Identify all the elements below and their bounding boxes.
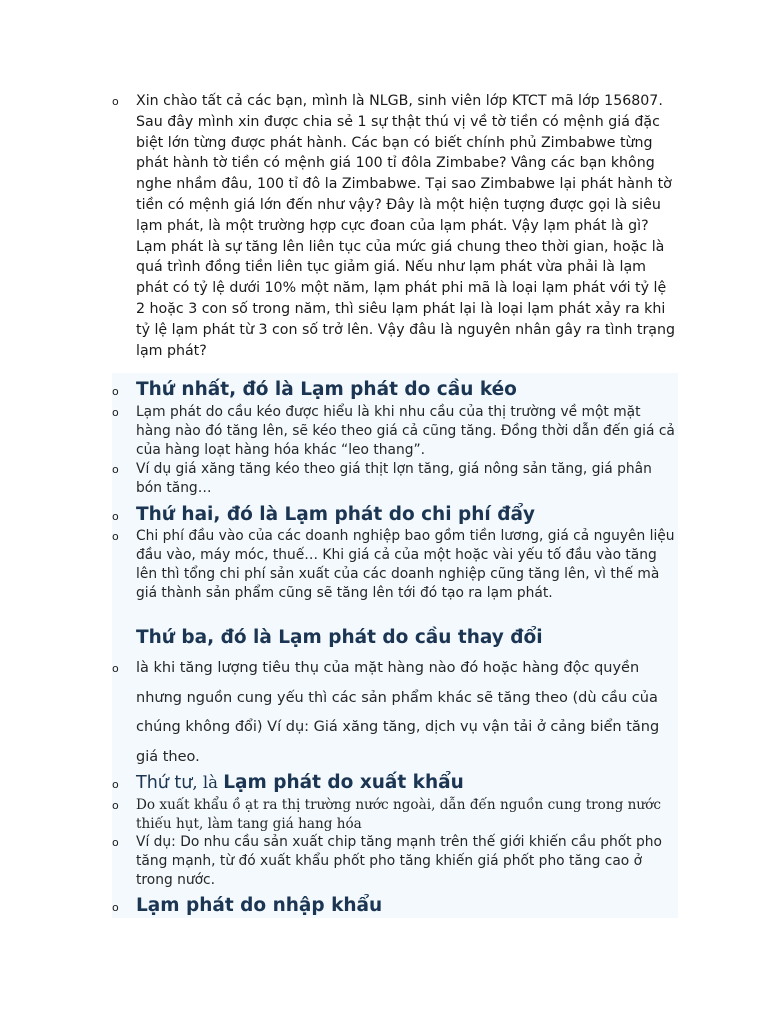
bullet-icon: o bbox=[112, 406, 119, 419]
section-4-heading-part: Thứ tư bbox=[136, 773, 193, 793]
bullet-icon: o bbox=[112, 836, 119, 849]
bullet-icon: o bbox=[112, 510, 119, 523]
section-4-paragraph: Do xuất khẩu ồ ạt ra thị trường nước ngoài, dẫn đến nguồn cung trong nước thiếu hụt, làm tang giá hang hóa bbox=[136, 797, 661, 832]
bullet-icon: o bbox=[112, 901, 119, 914]
bullet-icon: o bbox=[112, 463, 119, 476]
section-1-paragraph: Ví dụ giá xăng tăng kéo theo giá thịt lợn tăng, giá nông sản tăng, giá phân bón tăng… bbox=[136, 461, 652, 496]
bullet-icon: o bbox=[112, 95, 119, 108]
section-3-paragraph: là khi tăng lượng tiêu thụ của mặt hàng nào đó hoặc hàng độc quyền nhưng nguồn cung yếu thì các sản phẩm khác sẽ tăng theo (dù cầu của chúng không đổi) Ví dụ: Giá xăng tăng, dịch vụ vận tải ở cảng biển tăng giá theo. bbox=[136, 660, 660, 765]
bullet-icon: o bbox=[112, 385, 119, 398]
section-4-heading bbox=[136, 771, 678, 795]
bullet-icon: o bbox=[112, 778, 119, 791]
section-2-paragraph: Chi phí đầu vào của các doanh nghiệp bao gồm tiền lương, giá cả nguyên liệu đầu vào, máy móc, thuế… Khi giá cả của một hoặc vài yếu tố đầu vào tăng lên thì tổng chi phí sản xuất của các doanh nghiệp cũng tăng lên, vì thế mà giá thành sản phẩm cũng sẽ tăng lên tới đó tạo ra lạm phát. bbox=[136, 528, 675, 601]
bullet-icon: o bbox=[112, 799, 119, 812]
section-1-heading: Thứ nhất, đó là Lạm phát do cầu kéo bbox=[136, 379, 517, 400]
section-1-paragraph: Lạm phát do cầu kéo được hiểu là khi nhu cầu của thị trường về một mặt hàng nào đó tăng lên, sẽ kéo theo giá cả cũng tăng. Đồng thời dẫn đến giá cả của hàng loạt hàng hóa khác “leo thang”. bbox=[136, 404, 675, 458]
section-4-heading-part: Lạm phát do xuất khẩu bbox=[223, 772, 464, 793]
bullet-icon: o bbox=[112, 530, 119, 543]
section-4-heading-part: , là bbox=[192, 773, 224, 792]
intro-paragraph: Xin chào tất cả các bạn, mình là NLGB, sinh viên lớp KTCT mã lớp 156807. Sau đây mình xin được chia sẻ 1 sự thật thú vị về tờ tiền có mệnh giá đặc biệt lớn từng được phát hành. Các bạn có biết chính phủ Zimbabwe từng phát hành tờ tiền có mệnh giá 100 tỉ đôla Zimbabe? Vâng các bạn không nghe nhầm đâu, 100 tỉ đô la Zimbabwe. Tại sao Zimbabwe lại phát hành tờ tiền có mệnh giá lớn đến như vậy? Đây là một hiện tượng được gọi là siêu lạm phát, là một trường hợp cực đoan của lạm phát. Vậy lạm phát là gì? Lạm phát là sự tăng lên liên tục của mức giá chung theo thời gian, hoặc là quá trình đồng tiền liên tục giảm giá. Nếu như lạm phát vừa phải là lạm phát có tỷ lệ dưới 10% một năm, lạm phát phi mã là loại lạm phát với tỷ lệ 2 hoặc 3 con số trong năm, thì siêu lạm phát lại là loại lạm phát xảy ra khi tỷ lệ lạm phát từ 3 con số trở lên. Vậy đâu là nguyên nhân gây ra tình trạng lạm phát? bbox=[136, 93, 675, 359]
section-4-paragraph: Ví dụ: Do nhu cầu sản xuất chip tăng mạnh trên thế giới khiến cầu phốt pho tăng mạnh, từ đó xuất khẩu phốt pho tăng khiến giá phốt pho tăng cao ở trong nước. bbox=[136, 834, 662, 888]
section-5-heading: Lạm phát do nhập khẩu bbox=[136, 895, 383, 916]
section-3-heading: Thứ ba, đó là Lạm phát do cầu thay đổi bbox=[136, 627, 543, 648]
section-2-heading: Thứ hai, đó là Lạm phát do chi phí đẩy bbox=[136, 504, 535, 525]
bullet-icon: o bbox=[112, 662, 119, 675]
